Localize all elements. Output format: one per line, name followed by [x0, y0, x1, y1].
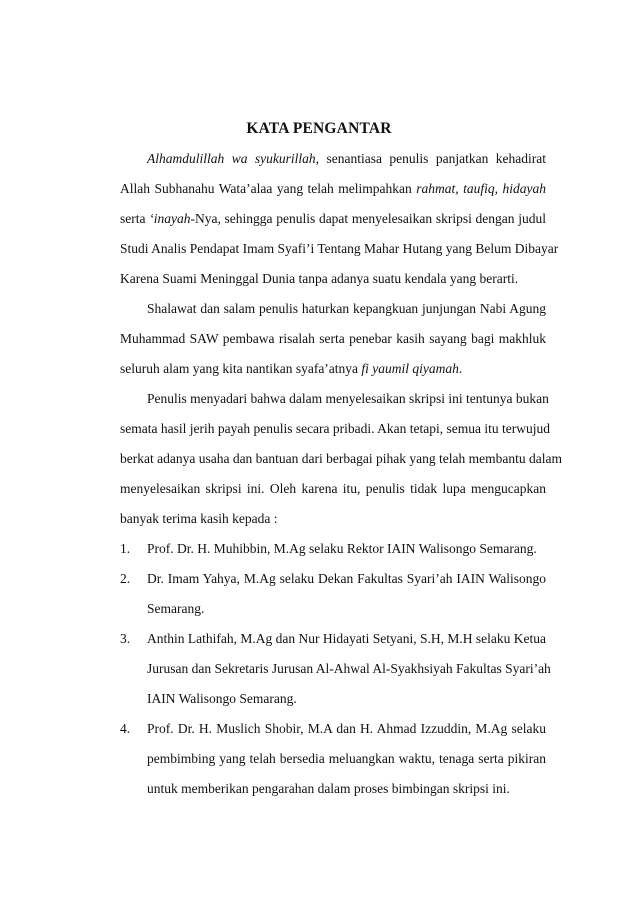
list-number: 1. — [120, 541, 131, 556]
paragraph-1-line-4: Studi Analis Pendapat Imam Syafi’i Tentang Mahar Hutang yang Belum Dibayar — [120, 241, 559, 256]
list-item-4-line-1: Prof. Dr. H. Muslich Shobir, M.A dan H. Ahmad Izzuddin, M.Ag selaku — [147, 721, 546, 736]
paragraph-3-line-5: banyak terima kasih kepada : — [120, 511, 278, 526]
text-run: Allah Subhanahu Wata’alaa yang telah melimpahkan — [120, 181, 412, 196]
paragraph-3-line-2: semata hasil jerih payah penulis secara pribadi. Akan tetapi, semua itu terwujud — [120, 421, 550, 436]
list-item-3-line-3: IAIN Walisongo Semarang. — [147, 691, 297, 706]
text-run: , senantiasa penulis panjatkan kehadirat — [315, 151, 546, 166]
page-title: KATA PENGANTAR — [246, 120, 392, 137]
text-run: seluruh alam yang kita nantikan syafa’atnya — [120, 361, 359, 376]
paragraph-1-line-2 — [120, 181, 546, 197]
paragraph-3-line-4: menyelesaikan skripsi ini. Oleh karena itu, penulis tidak lupa mengucapkan — [120, 481, 546, 496]
paragraph-2-line-1: Shalawat dan salam penulis haturkan kepangkuan junjungan Nabi Agung — [147, 301, 546, 316]
italic-phrase: ‘inayah — [149, 211, 191, 226]
text-run: serta — [120, 211, 146, 226]
paragraph-1-line-3 — [120, 211, 546, 227]
list-number: 3. — [120, 631, 131, 646]
paragraph-1-line-5: Karena Suami Meninggal Dunia tanpa adanya suatu kendala yang berarti. — [120, 271, 519, 286]
paragraph-1-line-1 — [147, 151, 546, 167]
text-run: -Nya, sehingga penulis dapat menyelesaikan skripsi dengan judul — [190, 211, 546, 226]
list-item-1-line-1: Prof. Dr. H. Muhibbin, M.Ag selaku Rektor IAIN Walisongo Semarang. — [147, 541, 537, 556]
list-item-4-line-2: pembimbing yang telah bersedia meluangkan waktu, tenaga serta pikiran — [147, 751, 546, 766]
paragraph-2-line-3 — [120, 361, 546, 377]
italic-phrase: Alhamdulillah wa syukurillah — [147, 151, 316, 166]
list-number: 2. — [120, 571, 131, 586]
list-item-2-line-2: Semarang. — [147, 601, 205, 616]
paragraph-2-line-2: Muhammad SAW pembawa risalah serta penebar kasih sayang bagi makhluk — [120, 331, 546, 346]
list-item-3-line-2: Jurusan dan Sekretaris Jurusan Al-Ahwal Al-Syakhsiyah Fakultas Syari’ah — [147, 661, 551, 676]
list-number: 4. — [120, 721, 131, 736]
paragraph-3-line-3: berkat adanya usaha dan bantuan dari berbagai pihak yang telah membantu dalam — [120, 451, 562, 466]
list-item-3-line-1: Anthin Lathifah, M.Ag dan Nur Hidayati Setyani, S.H, M.H selaku Ketua — [147, 631, 546, 646]
list-item-2-line-1: Dr. Imam Yahya, M.Ag selaku Dekan Fakultas Syari’ah IAIN Walisongo — [147, 571, 546, 586]
text-run: . — [458, 361, 463, 376]
italic-phrase: rahmat, taufiq, hidayah — [416, 181, 546, 196]
italic-phrase: fi yaumil qiyamah — [361, 361, 459, 376]
list-item-4-line-3: untuk memberikan pengarahan dalam proses bimbingan skripsi ini. — [147, 781, 510, 796]
paragraph-3-line-1: Penulis menyadari bahwa dalam menyelesaikan skripsi ini tentunya bukan — [147, 391, 549, 406]
